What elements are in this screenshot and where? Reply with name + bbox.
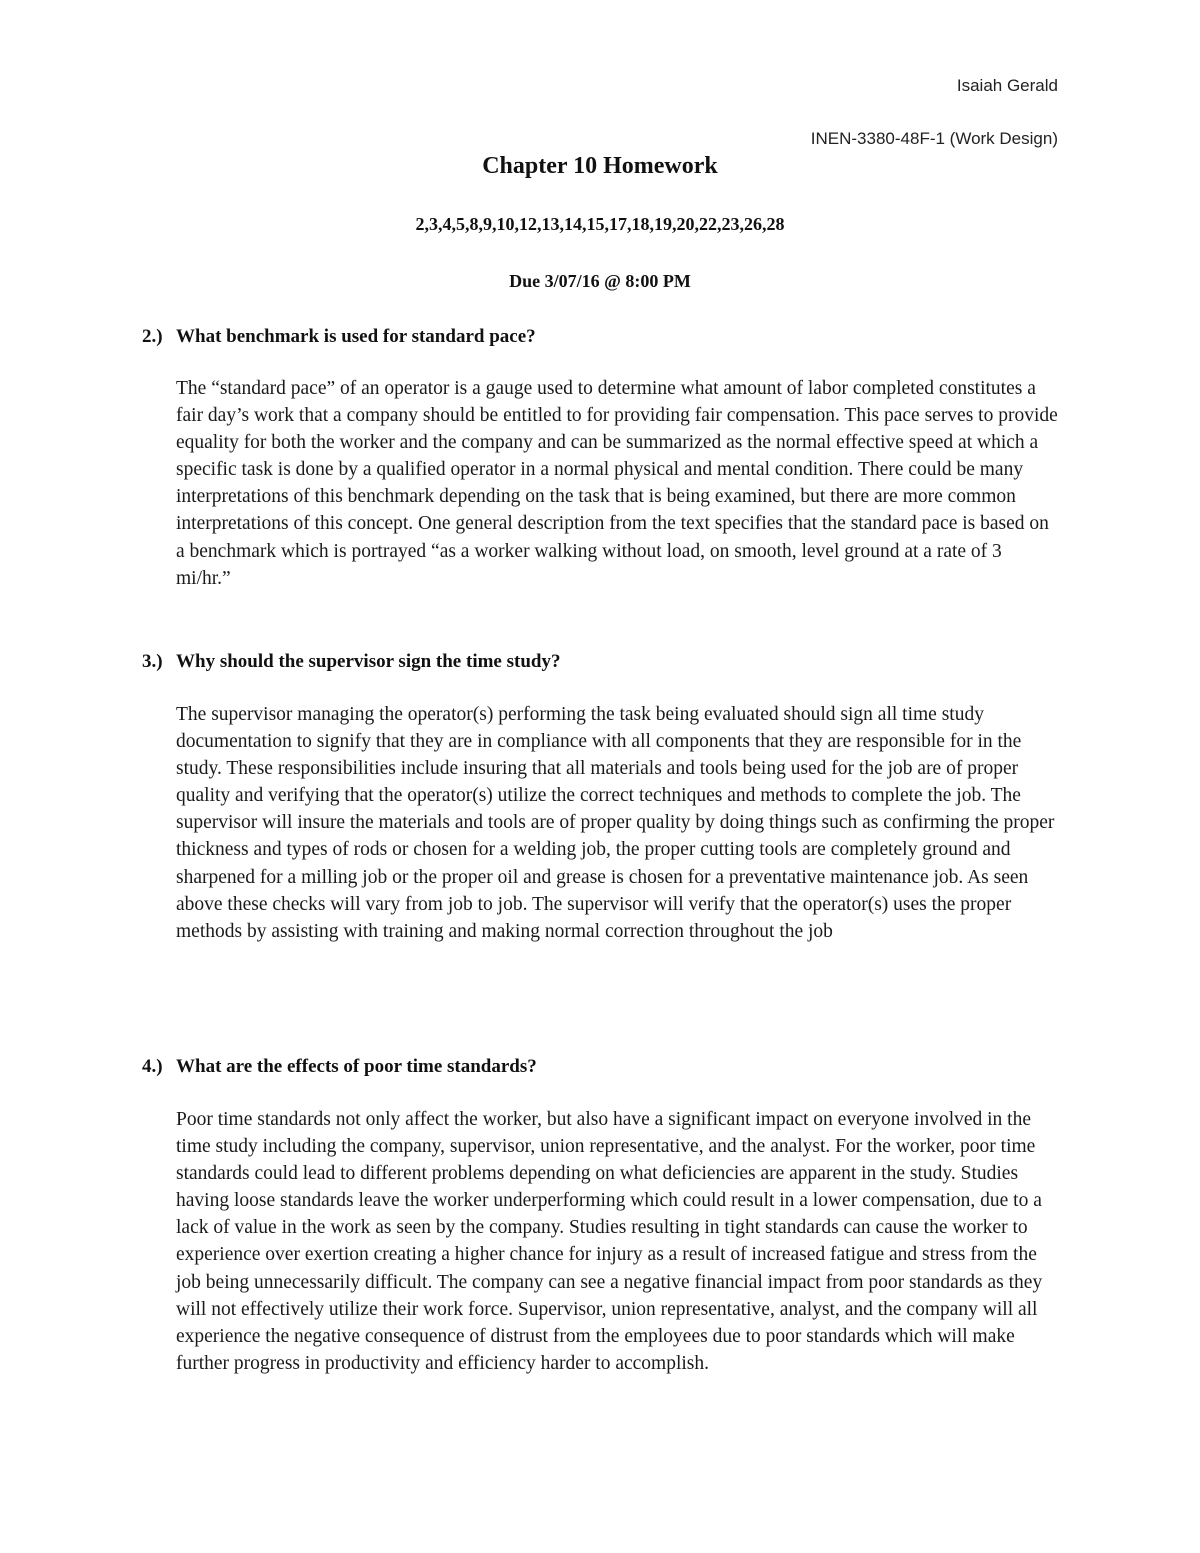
due-date: Due 3/07/16 @ 8:00 PM	[509, 271, 691, 291]
page-title: Chapter 10 Homework	[482, 153, 718, 179]
question-number: 2.)	[142, 326, 163, 347]
question-text: What benchmark is used for standard pace?	[176, 326, 536, 347]
question-text: What are the effects of poor time standards?	[176, 1056, 537, 1077]
question-number: 4.)	[142, 1056, 163, 1077]
answer-2: The “standard pace” of an operator is a gauge used to determine what amount of labor completed constitutes a fair day’s work that a company should be entitled to for providing fair compensation. This pace serves to provide equality for both the worker and the company and can be summarized as the normal effective speed at which a specific task is done by a qualified operator in a normal physical and mental condition. There could be many interpretations of this benchmark depending on the task that is being examined, but there are more common interpretations of this concept. One general description from the text specifies that the standard pace is based on a benchmark which is portrayed “as a worker walking without load, on smooth, level ground at a rate of 3 mi/hr.”	[176, 378, 1058, 589]
question-number: 3.)	[142, 651, 163, 672]
problem-list: 2,3,4,5,8,9,10,12,13,14,15,17,18,19,20,22,23,26,28	[415, 214, 785, 234]
answer-3: The supervisor managing the operator(s) performing the task being evaluated should sign all time study documentation to signify that they are in compliance with all components that they are responsible for in the study. These responsibilities include insuring that all materials and tools being used for the job are of proper quality and verifying that the operator(s) utilize the correct techniques and methods to complete the job. The supervisor will insure the materials and tools are of proper quality by doing things such as confirming the proper thickness and types of rods or chosen for a welding job, the proper cutting tools are completely ground and sharpened for a milling job or the proper oil and grease is chosen for a preventative maintenance job. As seen above these checks will vary from job to job. The supervisor will verify that the operator(s) uses the proper methods by assisting with training and making normal correction throughout the job	[176, 704, 1055, 942]
question-2	[142, 326, 536, 348]
question-3	[142, 651, 560, 673]
author-name: Isaiah Gerald	[956, 76, 1058, 95]
question-text: Why should the supervisor sign the time study?	[176, 651, 561, 672]
course-name: INEN-3380-48F-1 (Work Design)	[810, 129, 1058, 148]
answer-4: Poor time standards not only affect the worker, but also have a significant impact on everyone involved in the time study including the company, supervisor, union representative, and the analyst. For the worker, poor time standards could lead to different problems depending on what deficiencies are apparent in the study. Studies having loose standards leave the worker underperforming which could result in a lower compensation, due to a lack of value in the work as seen by the company. Studies resulting in tight standards can cause the worker to experience over exertion creating a higher chance for injury as a result of increased fatigue and stress from the job being unnecessarily difficult. The company can see a negative financial impact from poor standards as they will not effectively utilize their work force. Supervisor, union representative, analyst, and the company will all experience the negative consequence of distrust from the employees due to poor standards which will make further progress in productivity and efficiency harder to accomplish.	[176, 1109, 1043, 1374]
question-4	[142, 1056, 537, 1078]
